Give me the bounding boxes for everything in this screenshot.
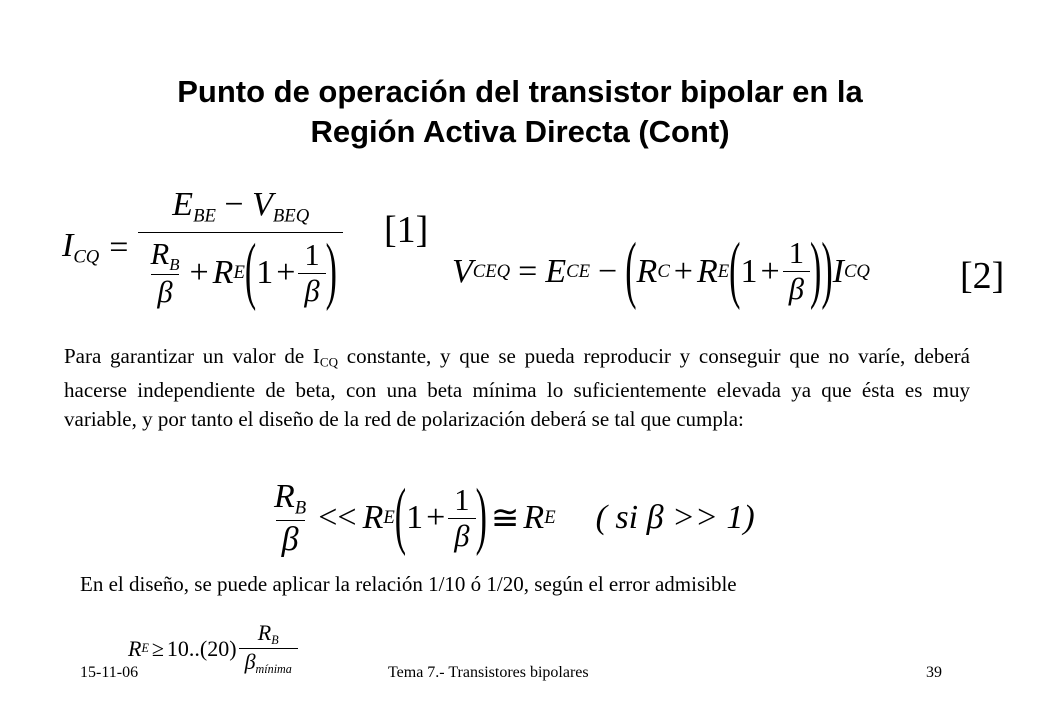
equation-1 [62, 186, 343, 314]
footer-date: 15-11-06 [80, 664, 139, 681]
equation-4: R E ≥ 10..(20) $\frac{R_B}{\beta_{mínima}}$ [128, 620, 298, 677]
eq1-equals: = [109, 229, 129, 267]
slide-title [0, 72, 1040, 152]
eq1-fraction: $E_{BE} - V_{BEQ}$ $\frac{R_B}{\beta}$ + R E ( 1 + $\frac{1}{\beta}$ ) [138, 186, 343, 310]
eq1-tag: [1] [384, 209, 429, 251]
equation-2: V CEQ = E CE − ( R C + R E ( 1 + $\frac{1}{\beta}$ ) ) I CQ [452, 229, 870, 312]
title-line-1: Punto de operación del transistor bipolar en la [177, 74, 863, 109]
eq1-lhs: $I_{CQ}$ [62, 227, 100, 268]
explanation-paragraph: Para garantizar un valor de ICQ constante, y que se pueda reproducir y conseguir que no varíe, deberá hacerse independiente de beta, con una beta mínima lo suficientemente elevada ya que ésta es muy variable, y por tanto el diseño de la red de polarización deberá se tal que cumpla: [64, 344, 970, 432]
footer-title: Tema 7.- Transistores bipolares [388, 664, 589, 681]
design-note: En el diseño, se puede aplicar la relación 1/10 ó 1/20, según el error admisible [80, 572, 737, 596]
page-number: 39 [926, 664, 942, 681]
eq2-tag: [2] [960, 255, 1005, 297]
equation-3: $\frac{R_B}{\beta}$ << R E ( 1 + $\frac{1}{\beta}$ ) ≅ R E ( si β >> 1) [274, 476, 755, 558]
title-line-2: Región Activa Directa (Cont) [310, 114, 730, 149]
